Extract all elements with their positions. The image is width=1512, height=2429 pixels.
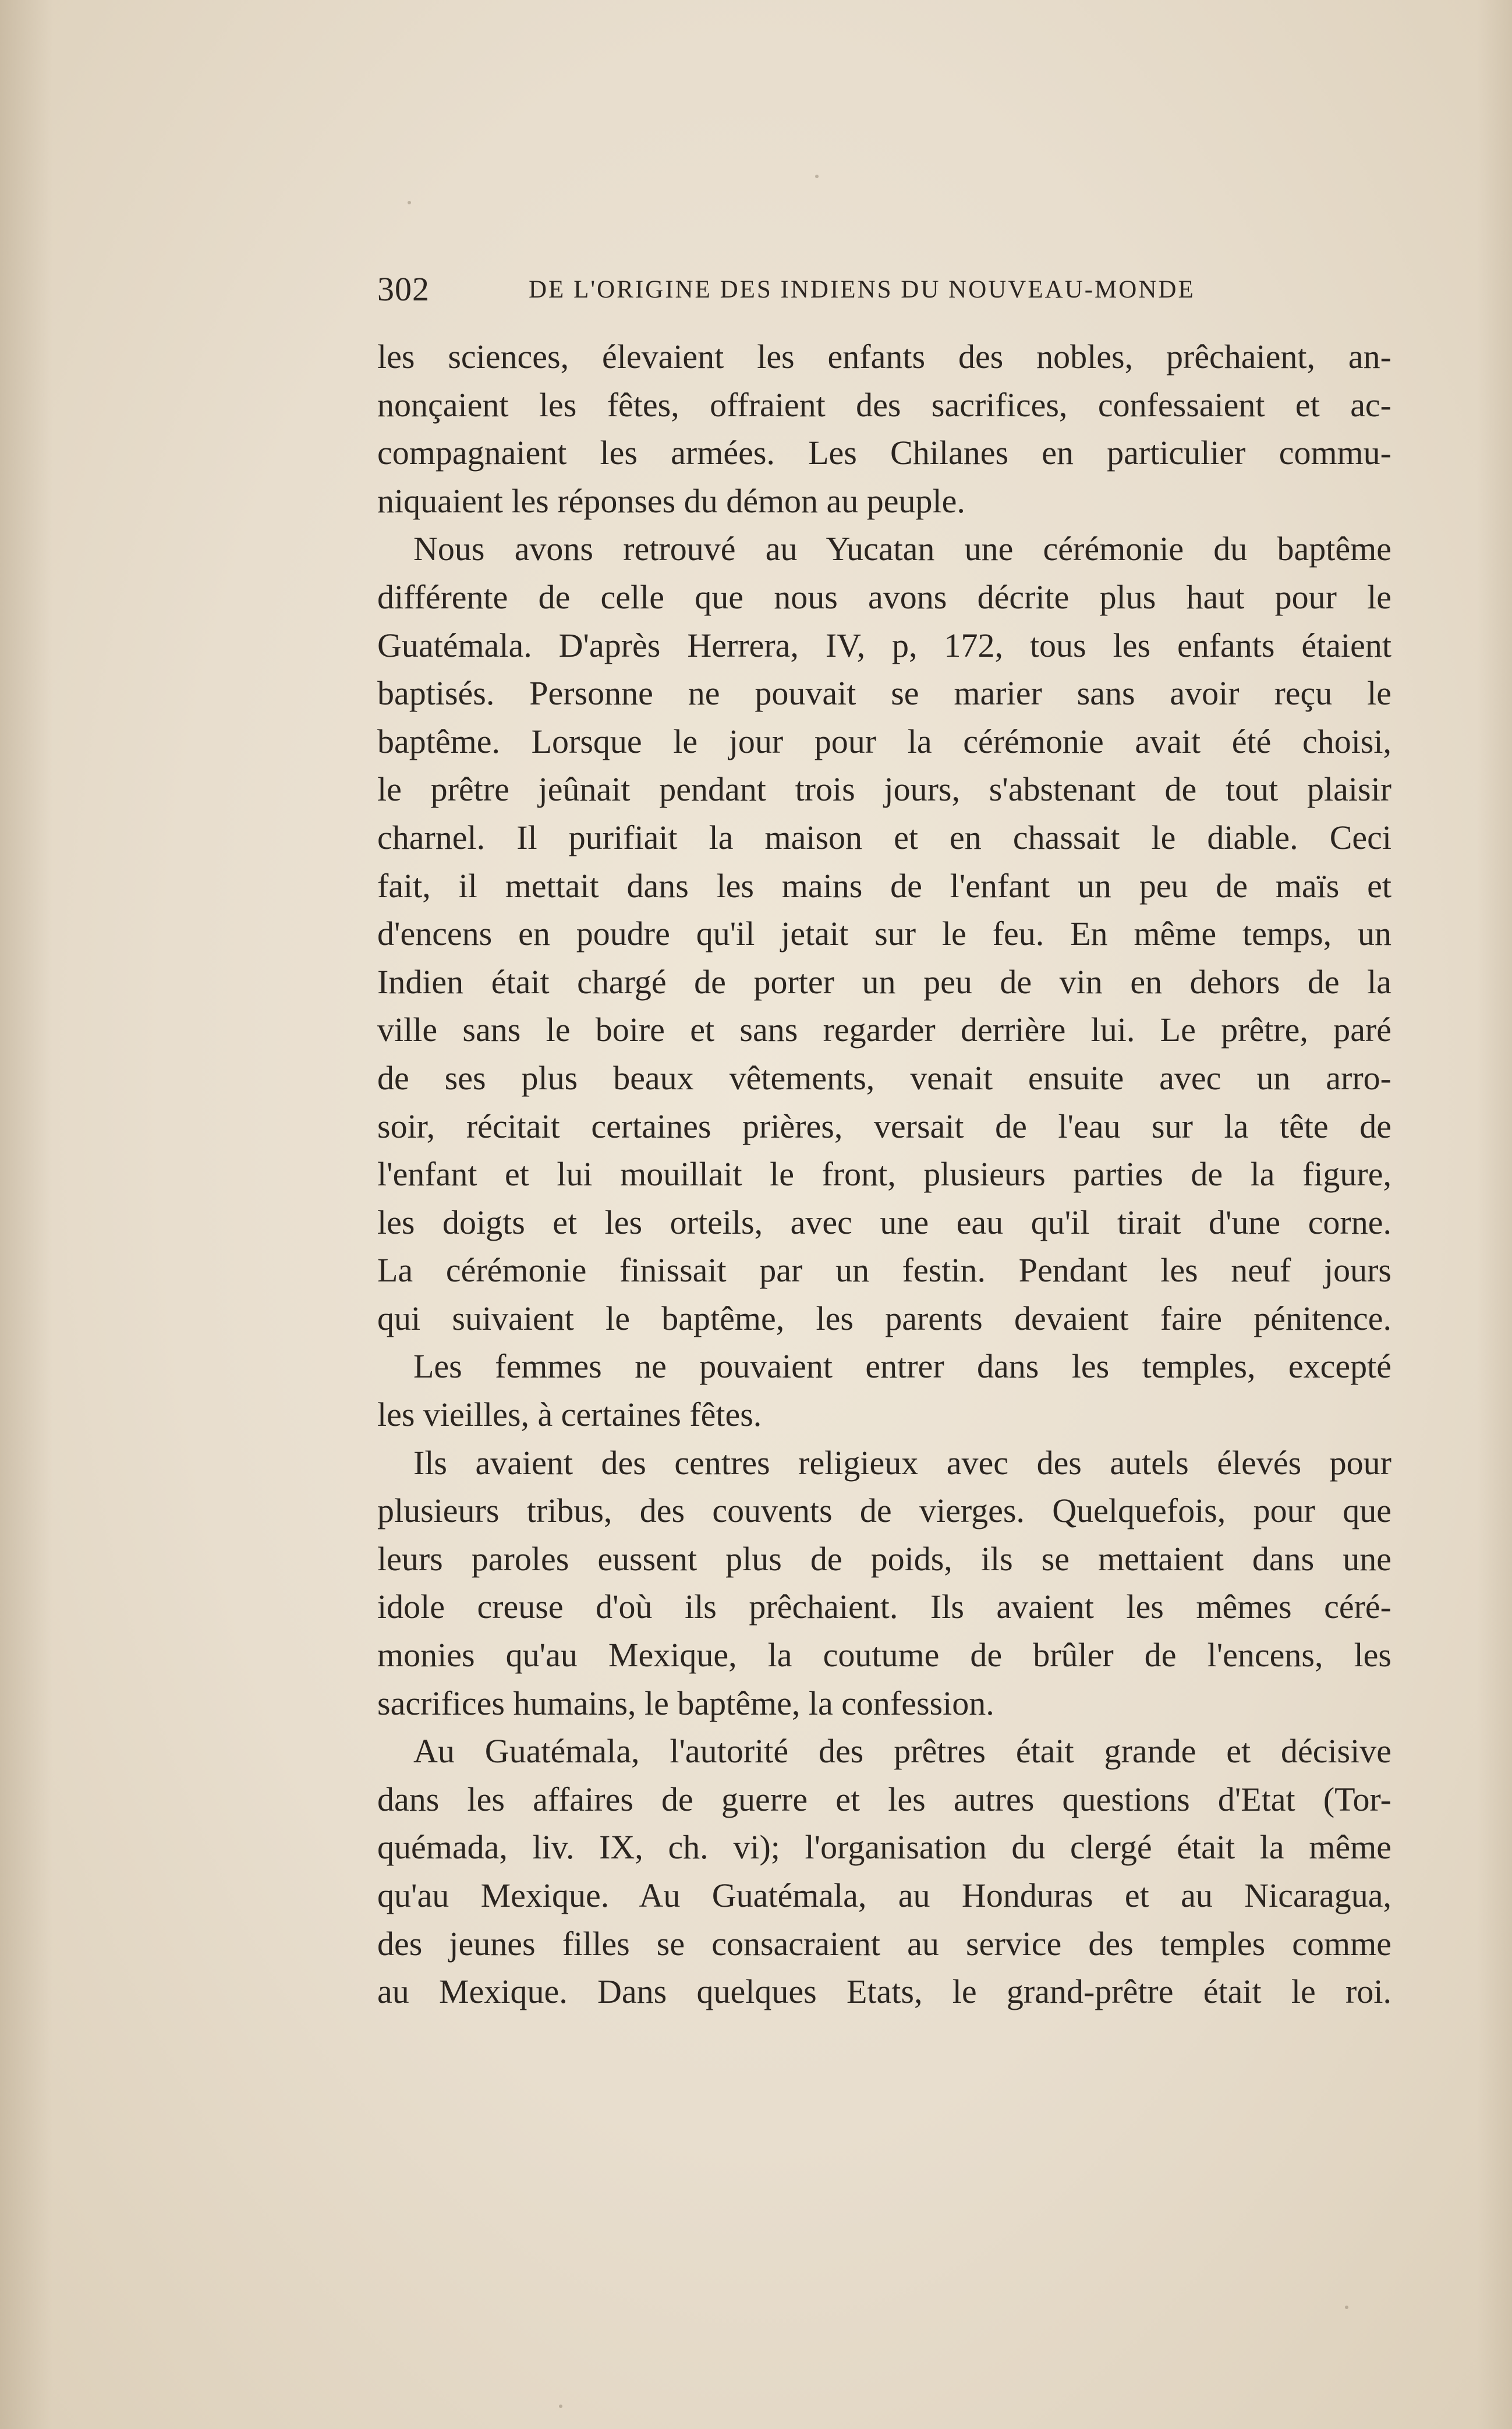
paper-speck <box>408 201 411 204</box>
body-text <box>377 333 1391 2016</box>
running-head <box>377 269 1384 310</box>
text-line: baptisés. Personne ne pouvait se marier sans avoir reçu le <box>377 674 1391 713</box>
text-line: soir, récitait certaines prières, versait de l'eau sur la tête de <box>377 1107 1391 1145</box>
text-line: leurs paroles eussent plus de poids, ils se mettaient dans une <box>377 1539 1391 1578</box>
text-line: fait, il mettait dans les mains de l'enfant un peu de maïs et <box>377 866 1391 905</box>
text-line: le prêtre jeûnait pendant trois jours, s'abstenant de tout plaisir <box>377 770 1391 809</box>
text-line: charnel. Il purifiait la maison et en chassait le diable. Ceci <box>377 818 1391 856</box>
paper-speck <box>815 175 819 178</box>
paragraph-first-line: Nous avons retrouvé au Yucatan une cérémonie du baptême <box>413 530 1391 568</box>
text-line: plusieurs tribus, des couvents de vierges. Quelquefois, pour que <box>377 1492 1391 1530</box>
text-line: nonçaient les fêtes, offraient des sacrifices, confessaient et ac- <box>377 385 1391 424</box>
page-edge-shadow-left <box>0 0 52 2429</box>
text-line: compagnaient les armées. Les Chilanes en particulier commu- <box>377 434 1391 472</box>
text-line: qu'au Mexique. Au Guatémala, au Honduras et au Nicaragua, <box>377 1876 1391 1914</box>
text-line: La cérémonie finissait par un festin. Pendant les neuf jours <box>377 1251 1391 1290</box>
text-line: de ses plus beaux vêtements, venait ensuite avec un arro- <box>377 1058 1391 1097</box>
text-line: des jeunes filles se consacraient au service des temples comme <box>377 1924 1391 1963</box>
text-line: qui suivaient le baptême, les parents devaient faire pénitence. <box>377 1299 1391 1337</box>
text-line: dans les affaires de guerre et les autres questions d'Etat (Tor- <box>377 1780 1391 1818</box>
text-line: au Mexique. Dans quelques Etats, le grand-prêtre était le roi. <box>377 1973 1391 2011</box>
text-line: ville sans le boire et sans regarder derrière lui. Le prêtre, paré <box>377 1011 1391 1049</box>
text-line: d'encens en poudre qu'il jetait sur le feu. En même temps, un <box>377 915 1391 953</box>
page-edge-shadow-right <box>1477 0 1512 2429</box>
text-line: différente de celle que nous avons décrite plus haut pour le <box>377 578 1391 616</box>
page-number: 302 <box>377 270 430 308</box>
paragraph-first-line: Les femmes ne pouvaient entrer dans les temples, excepté <box>413 1347 1391 1386</box>
text-line: Guatémala. D'après Herrera, IV, p, 172, tous les enfants étaient <box>377 626 1391 664</box>
text-line: les sciences, élevaient les enfants des nobles, prêchaient, an- <box>377 338 1391 376</box>
text-line: baptême. Lorsque le jour pour la cérémonie avait été choisi, <box>377 722 1391 760</box>
paragraph-first-line: Ils avaient des centres religieux avec des autels élevés pour <box>413 1443 1391 1482</box>
running-head-title: DE L'ORIGINE DES INDIENS DU NOUVEAU-MONDE <box>529 276 1195 303</box>
paper-speck <box>559 2405 562 2408</box>
text-line: niquaient les réponses du démon au peuple. <box>377 481 965 520</box>
text-line: Indien était chargé de porter un peu de vin en dehors de la <box>377 962 1391 1001</box>
text-line: l'enfant et lui mouillait le front, plusieurs parties de la figure, <box>377 1155 1391 1194</box>
text-line: quémada, liv. IX, ch. vi); l'organisation du clergé était la même <box>377 1828 1391 1867</box>
text-line: monies qu'au Mexique, la coutume de brûler de l'encens, les <box>377 1636 1391 1674</box>
text-line: les vieilles, à certaines fêtes. <box>377 1396 762 1434</box>
paragraph-first-line: Au Guatémala, l'autorité des prêtres était grande et décisive <box>413 1732 1391 1771</box>
text-line: sacrifices humains, le baptême, la confession. <box>377 1684 994 1722</box>
paper-speck <box>1345 2306 1348 2309</box>
text-line: idole creuse d'où ils prêchaient. Ils avaient les mêmes céré- <box>377 1588 1391 1626</box>
text-line: les doigts et les orteils, avec une eau qu'il tirait d'une corne. <box>377 1203 1391 1241</box>
